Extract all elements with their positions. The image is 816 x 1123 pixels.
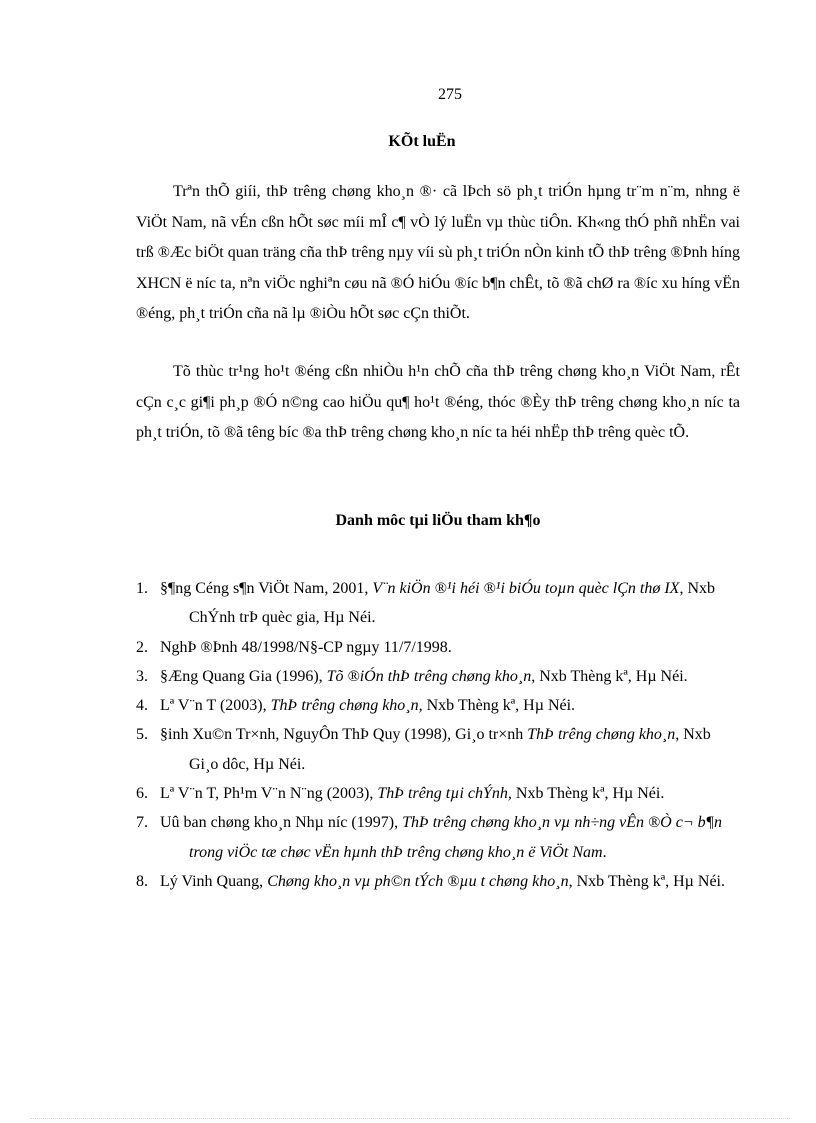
reference-number: 3. [136,667,148,685]
paragraph-text: Trªn thÕ giíi, thÞ trêng chøng kho¸n ®· cã lÞch sö ph¸t triÓn hµng tr¨m n¨m, nhng ë ViÖt Nam, nã vÉn cßn hÕt søc míi mÎ c¶ vÒ lý luËn vµ thùc tiÔn. Kh«ng thÓ phñ nhËn vai trß ®Æc biÖt quan träng cña thÞ trêng nµy víi sù ph¸t triÓn nÒn kinh tÕ thÞ trêng ®Þnh híng XHCN ë níc ta, nªn viÖc nghiªn cøu nã ®Ó hiÓu ®íc b¶n chÊt, tõ ®ã chØ ra ®íc xu híng vËn ®éng, ph¸t triÓn cña nã lµ ®iÒu hÕt søc cÇn thiÕt. [136,183,740,322]
reference-number: 1. [136,580,148,597]
references-heading: Danh môc tµi liÖu tham kh¶o [335,512,541,529]
paragraph-text: Tõ thùc tr¹ng ho¹t ®éng cßn nhiÒu h¹n chÕ cña thÞ trêng chøng kho¸n ViÖt Nam, rÊt cÇn c¸c gi¶i ph¸p ®Ó n©ng cao hiÖu qu¶ ho¹t ®éng, thóc ®Èy thÞ trêng chøng kho¸n níc ta ph¸t triÓn, tõ ®ã têng bíc ®a thÞ trêng chøng kho¸n níc ta héi nhËp thÞ trêng quèc tÕ. [136,363,740,441]
reference-author: §Æng Quang Gia (1996), [160,667,327,685]
reference-title: ThÞ trêng chøng kho¸n, [270,697,423,715]
reference-author: Uû ban chøng kho¸n Nhµ níc (1997), [160,814,403,832]
reference-publisher: , Nxb Thèng kª, Hµ Néi. [531,667,688,685]
reference-title: ThÞ trêng chøng kho¸n, [527,726,680,744]
reference-item-5 [136,720,740,779]
conclusion-heading: KÕt luËn [388,133,456,150]
reference-publisher: . [602,843,607,861]
reference-number: 4. [136,697,148,715]
reference-item-2 [136,633,740,662]
reference-item-6 [136,779,740,808]
references-list [136,574,740,896]
reference-publisher: Nxb Gi¸o dôc, Hµ Néi. [189,726,711,773]
reference-number: 2. [136,638,148,656]
page-bottom-divider [30,1118,790,1119]
reference-publisher: Nxb Thèng kª, Hµ Néi. [422,697,576,715]
reference-author: §inh Xu©n Tr×nh, NguyÔn ThÞ Quy (1998), Gi¸o tr×nh [160,726,528,744]
conclusion-paragraph-1 [136,177,740,330]
reference-author: Lª V¨n T, Ph¹m V¨n N¨ng (2003), [160,785,378,803]
reference-title: ThÞ trêng tµi chÝnh, [377,785,512,803]
reference-title: V¨n kiÖn ®¹i héi ®¹i biÓu toµn quèc lÇn thø IX [372,580,680,597]
reference-title: Tõ ®iÓn thÞ trêng chøng kho¸n [326,667,532,685]
reference-number: 8. [136,872,148,890]
reference-author: NghÞ ®Þnh 48/1998/N§-CP ngµy 11/7/1998. [160,638,452,656]
reference-item-1 [136,574,740,633]
page-number: 275 [438,86,462,103]
reference-item-7 [136,808,740,867]
reference-item-8 [136,867,740,896]
reference-title: ThÞ trêng chøng kho¸n vµ nh÷ng vÊn ®Ò c¬ b¶n trong viÖc tæ chøc vËn hµnh thÞ trêng chøng kho¸n ë ViÖt Nam [189,814,722,861]
reference-author: Lý Vinh Quang, [160,872,268,890]
conclusion-paragraph-2 [136,357,740,449]
reference-item-4 [136,691,740,720]
reference-title: Chøng kho¸n vµ ph©n tÝch ®µu t chøng kho¸n [267,872,569,890]
reference-item-3 [136,662,740,691]
reference-number: 6. [136,785,148,803]
reference-author: Lª V¨n T (2003), [160,697,271,715]
reference-publisher: , Nxb ChÝnh trÞ quèc gia, Hµ Néi. [189,580,715,627]
reference-publisher: Nxb Thèng kª, Hµ Néi. [511,785,665,803]
reference-publisher: , Nxb Thèng kª, Hµ Néi. [568,872,725,890]
reference-number: 5. [136,726,148,744]
reference-author: §¶ng Céng s¶n ViÖt Nam, 2001, [160,580,373,597]
reference-number: 7. [136,814,148,832]
